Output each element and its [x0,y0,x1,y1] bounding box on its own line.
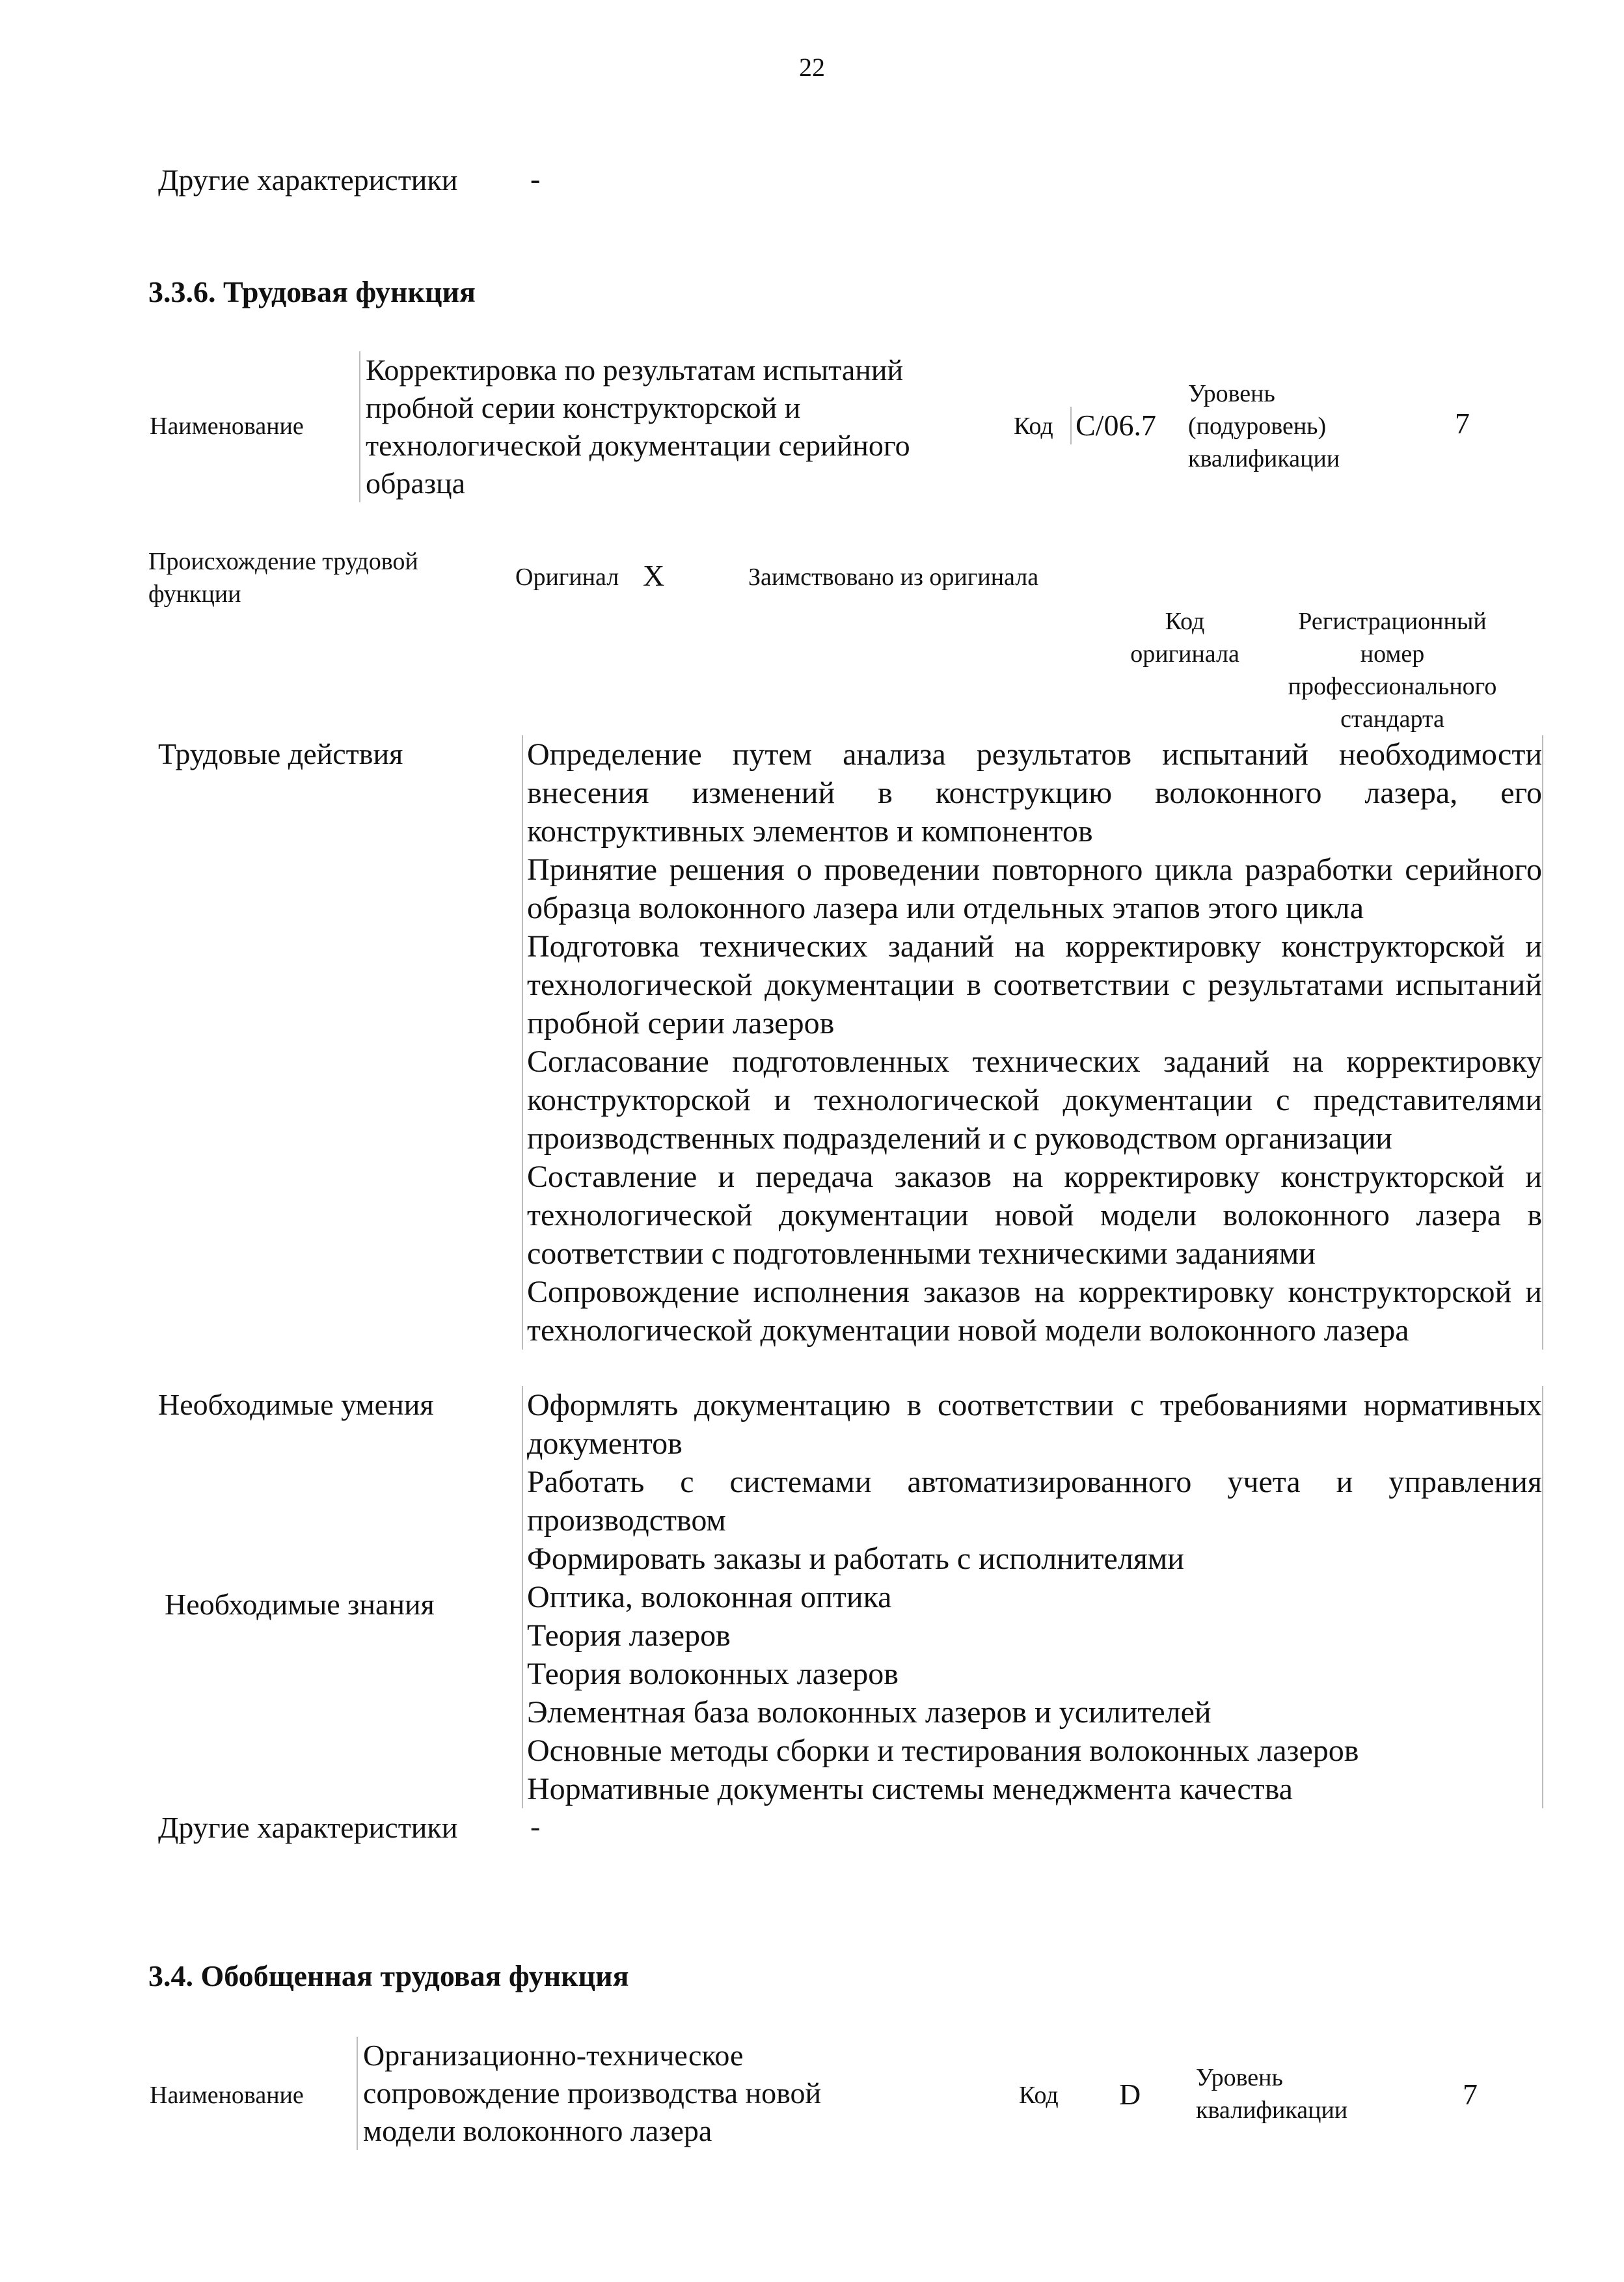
generalized-qualification-level-value: 7 [1463,2078,1478,2111]
generalized-name-label: Наименование [150,2082,304,2109]
labor-actions-list [522,735,1543,1350]
name-label: Наименование [150,413,304,440]
origin-label [148,545,487,610]
required-knowledge-item: Теория лазеров [522,1616,1543,1655]
registration-number-label-line: Регистрационный [1298,608,1487,635]
labor-action-item: Сопровождение исполнения заказов на корректировку конструкторской и технологической документации новой модели волоконного лазера [522,1273,1543,1350]
generalized-qualification-level-label [1196,2061,1378,2126]
generalized-qualification-level-label-line: квалификации [1196,2097,1348,2124]
required-skill-item: Оформлять документацию в соответствии с требованиями нормативных документов [522,1386,1543,1463]
qualification-level-value: 7 [1455,407,1470,440]
labor-action-item: Принятие решения о проведении повторного цикла разработки серийного образца волоконного лазера или отдельных этапов этого цикла [522,850,1543,927]
labor-actions-label: Трудовые действия [158,737,403,770]
required-knowledge-item: Теория волоконных лазеров [522,1655,1543,1693]
function-name-line: технологической документации серийного [366,429,910,462]
generalized-function-name-line: Организационно-техническое [363,2039,744,2072]
function-name-line: Корректировка по результатам испытаний [366,353,904,387]
required-skills-list [522,1386,1543,1578]
origin-label-line: функции [148,580,241,608]
registration-number-label [1275,605,1509,735]
section-heading-3-3-6: 3.3.6. Трудовая функция [148,275,476,308]
original-mark: X [643,559,665,592]
other-characteristics-value: - [530,1810,541,1843]
qualification-level-label-line: квалификации [1188,445,1340,472]
labor-action-item: Составление и передача заказов на корректировку конструкторской и технологической документации новой модели волоконного лазера в соответствии с подготовленными техническими заданиями [522,1158,1543,1273]
required-knowledge-label: Необходимые знания [165,1588,435,1621]
function-name [359,351,1003,502]
qualification-level-label-line: (подуровень) [1188,413,1327,440]
original-label: Оригинал [515,564,619,591]
section-heading-3-4: 3.4. Обобщенная трудовая функция [148,1959,629,1992]
generalized-code-value: D [1119,2078,1141,2111]
required-knowledge-item: Оптика, волоконная оптика [522,1578,1543,1616]
code-label: Код [1014,413,1053,440]
labor-action-item: Согласование подготовленных технических заданий на корректировку конструкторской и технологической документации с представителями производственных подразделений и с руководством организации [522,1042,1543,1158]
page-number: 22 [799,53,825,82]
required-knowledge-item: Основные методы сборки и тестирования волоконных лазеров [522,1732,1543,1770]
registration-number-label-line: профессионального [1288,673,1497,700]
generalized-function-name-line: сопровождение производства новой [363,2076,822,2110]
function-name-line: образца [366,467,466,500]
code-original-label [1110,605,1260,670]
other-characteristics-label: Другие характеристики [158,1811,458,1844]
required-skills-label: Необходимые умения [158,1388,434,1421]
labor-action-item: Подготовка технических заданий на корректировку конструкторской и технологической документации в соответствии с результатами испытаний пробной серии лазеров [522,927,1543,1042]
code-original-label-line: оригинала [1130,640,1239,668]
code-original-label-line: Код [1165,608,1205,635]
function-name-line: пробной серии конструкторской и [366,391,801,424]
required-knowledge-item: Нормативные документы системы менеджмента качества [522,1770,1543,1808]
code-value: C/06.7 [1070,407,1156,444]
origin-label-line: Происхождение трудовой [148,548,418,575]
prev-other-characteristics-value: - [530,162,541,195]
required-skill-item: Формировать заказы и работать с исполнителями [522,1540,1543,1578]
required-knowledge-item: Элементная база волоконных лазеров и усилителей [522,1693,1543,1732]
generalized-code-label: Код [1019,2082,1059,2109]
generalized-function-name-line: модели волоконного лазера [363,2114,712,2147]
qualification-level-label-line: Уровень [1188,380,1275,407]
generalized-function-name [357,2037,897,2150]
labor-action-item: Определение путем анализа результатов испытаний необходимости внесения изменений в конструкцию волоконного лазера, его конструктивных элементов и компонентов [522,735,1543,850]
registration-number-label-line: стандарта [1340,705,1444,733]
qualification-level-label [1188,377,1370,475]
required-knowledge-list [522,1578,1543,1808]
registration-number-label-line: номер [1360,640,1425,668]
prev-other-characteristics-label: Другие характеристики [158,163,458,197]
borrowed-label: Заимствовано из оригинала [748,564,1039,591]
generalized-qualification-level-label-line: Уровень [1196,2064,1283,2091]
required-skill-item: Работать с системами автоматизированного учета и управления производством [522,1463,1543,1540]
